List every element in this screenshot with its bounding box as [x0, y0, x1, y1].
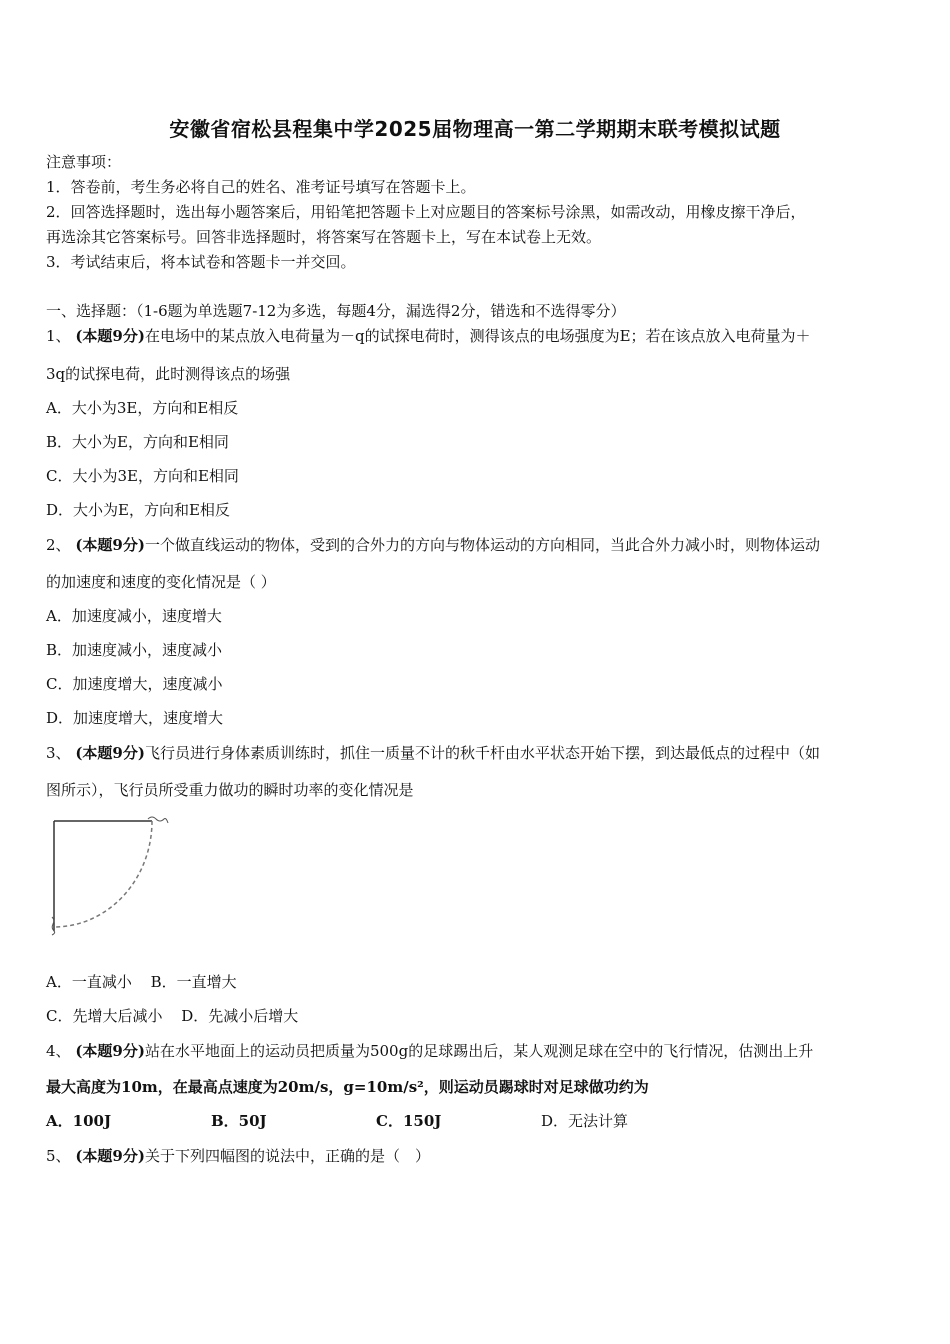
q1-option-b: B．大小为E，方向和E相同: [46, 433, 229, 451]
q4-options: [46, 1111, 628, 1131]
notice-item-3: 3．考试结束后，将本试卷和答题卡一并交回。: [46, 253, 356, 271]
q3-option-b: B．一直增大: [150, 973, 237, 991]
q2-option-a: A．加速度减小，速度增大: [46, 607, 222, 625]
question-number: 3、: [46, 744, 71, 762]
q4-option-b: B．50J: [211, 1112, 267, 1130]
question-score-tag: (本题9分): [75, 1147, 145, 1165]
q1-option-c: C．大小为3E，方向和E相同: [46, 467, 239, 485]
q2-option-c: C．加速度增大，速度减小: [46, 675, 223, 693]
question-2-cont: 的加速度和速度的变化情况是（ ）: [46, 573, 276, 591]
question-4: [46, 1041, 813, 1061]
q3-options-row-2: [46, 1006, 298, 1026]
question-score-tag: (本题9分): [75, 1042, 145, 1060]
person-top-icon: [148, 817, 168, 823]
notice-item-2-cont: 再选涂其它答案标号。回答非选择题时，将答案写在答题卡上，写在本试卷上无效。: [46, 228, 602, 246]
q3-option-a: A．一直减小: [46, 973, 132, 991]
question-score-tag: (本题9分): [75, 744, 145, 762]
q2-option-b: B．加速度减小，速度减小: [46, 641, 223, 659]
question-3: [46, 743, 820, 763]
q1-option-d: D．大小为E，方向和E相反: [46, 501, 230, 519]
question-number: 2、: [46, 536, 71, 554]
swing-diagram: [44, 813, 174, 938]
q2-option-d: D．加速度增大，速度增大: [46, 709, 224, 727]
question-score-tag: (本题9分): [75, 536, 145, 554]
question-number: 1、: [46, 327, 71, 345]
question-text: 站在水平地面上的运动员把质量为500g的足球踢出后，某人观测足球在空中的飞行情况，估测出上升: [144, 1042, 814, 1060]
question-1-cont: 3q的试探电荷，此时测得该点的场强: [46, 365, 291, 383]
question-text: 一个做直线运动的物体，受到的合外力的方向与物体运动的方向相同，当此合外力减小时，则物体运动: [144, 536, 820, 554]
question-2: [46, 535, 820, 555]
q3-option-c: C．先增大后减小: [46, 1007, 163, 1025]
question-1: [46, 326, 811, 346]
q4-option-c: C．150J: [376, 1112, 442, 1130]
question-text: 关于下列四幅图的说法中，正确的是（ ）: [144, 1147, 430, 1165]
notice-item-2: 2．回答选择题时，选出每小题答案后，用铅笔把答题卡上对应题目的答案标号涂黑，如需改动，用橡皮擦干净后，: [46, 203, 806, 221]
q1-option-a: A．大小为3E，方向和E相反: [46, 399, 239, 417]
question-5: [46, 1146, 430, 1166]
q4-option-a: A．100J: [46, 1112, 112, 1130]
page-title: 安徽省宿松县程集中学2025届物理高一第二学期期末联考模拟试题: [169, 117, 781, 141]
question-number: 5、: [46, 1147, 71, 1165]
swing-arc: [54, 821, 152, 927]
notice-item-1: 1．答卷前，考生务必将自己的姓名、准考证号填写在答题卡上。: [46, 178, 476, 196]
question-score-tag: (本题9分): [75, 327, 145, 345]
q4-option-d: D．无法计算: [541, 1112, 629, 1130]
question-4-cont: 最大高度为10m，在最高点速度为20m/s，g=10m/s²，则运动员踢球时对足球做功约为: [46, 1078, 649, 1096]
q3-option-d: D．先减小后增大: [181, 1007, 299, 1025]
q3-options-row-1: [46, 972, 237, 992]
question-text: 在电场中的某点放入电荷量为－q的试探电荷时，测得该点的电场强度为E；若在该点放入电荷量为＋: [144, 327, 811, 345]
question-3-cont: 图所示），飞行员所受重力做功的瞬时功率的变化情况是: [46, 781, 414, 799]
notice-heading: 注意事项：: [46, 153, 122, 171]
question-number: 4、: [46, 1042, 71, 1060]
section-heading: 一、选择题：（1-6题为单选题7-12为多选，每题4分，漏选得2分，错选和不选得零分）: [46, 302, 626, 320]
question-text: 飞行员进行身体素质训练时，抓住一质量不计的秋千杆由水平状态开始下摆，到达最低点的过程中（如: [144, 744, 820, 762]
